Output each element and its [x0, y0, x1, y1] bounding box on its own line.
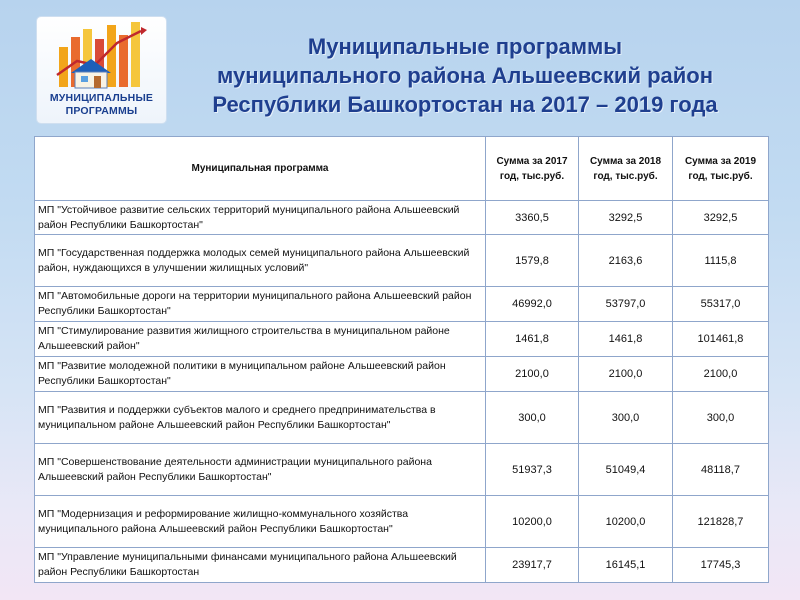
programs-table: [34, 136, 769, 583]
sum-2017: 46992,0: [486, 287, 579, 322]
table-row: [35, 548, 769, 583]
table-row: [35, 201, 769, 235]
program-name: МП "Совершенствование деятельности администрации муниципального района Альшеевский район Республики Башкортостан": [35, 444, 486, 496]
sum-2017: 51937,3: [486, 444, 579, 496]
program-name: МП "Модернизация и реформирование жилищно-коммунального хозяйства муниципального района Альшеевский район Республики Башкортостан": [35, 496, 486, 548]
sum-2018: 300,0: [579, 392, 673, 444]
table-row: [35, 444, 769, 496]
sum-2019: 101461,8: [673, 322, 769, 357]
sum-2018: 51049,4: [579, 444, 673, 496]
logo-text-line2: ПРОГРАММЫ: [65, 105, 138, 117]
sum-2019: 3292,5: [673, 201, 769, 235]
table-row: [35, 496, 769, 548]
program-name: МП "Управление муниципальными финансами муниципального района Альшеевский район Республики Башкортостан: [35, 548, 486, 583]
table-row: [35, 357, 769, 392]
table-row: [35, 322, 769, 357]
program-name: МП "Развития и поддержки субъектов малого и среднего предпринимательства в муниципальном районе Альшеевский район Республики Башкортостан": [35, 392, 486, 444]
sum-2018: 2163,6: [579, 235, 673, 287]
sum-2017: 2100,0: [486, 357, 579, 392]
page-title-line2: муниципального района Альшеевский район: [216, 63, 714, 88]
header-2017: Сумма за 2017 год, тыс.руб.: [486, 137, 579, 201]
table-row: [35, 235, 769, 287]
sum-2018: 53797,0: [579, 287, 673, 322]
sum-2018: 10200,0: [579, 496, 673, 548]
header-2018: Сумма за 2018 год, тыс.руб.: [579, 137, 673, 201]
sum-2017: 3360,5: [486, 201, 579, 235]
page-title-line3: Республики Башкортостан на 2017 – 2019 года: [212, 92, 718, 117]
sum-2019: 2100,0: [673, 357, 769, 392]
program-name: МП "Автомобильные дороги на территории муниципального района Альшеевский район Республики Башкортостан": [35, 287, 486, 322]
table-row: [35, 287, 769, 322]
logo-text-line1: МУНИЦИПАЛЬНЫЕ: [49, 92, 154, 104]
sum-2017: 300,0: [486, 392, 579, 444]
sum-2019: 17745,3: [673, 548, 769, 583]
logo: [37, 17, 166, 123]
program-name: МП "Устойчивое развитие сельских территорий муниципального района Альшеевский район Республики Башкортостан": [35, 201, 486, 235]
sum-2018: 2100,0: [579, 357, 673, 392]
table-row: [35, 392, 769, 444]
page-title-line1: Муниципальные программы: [307, 34, 623, 59]
sum-2018: 1461,8: [579, 322, 673, 357]
header-program: Муниципальная программа: [35, 137, 486, 201]
table-header-row: [35, 137, 769, 201]
sum-2017: 1461,8: [486, 322, 579, 357]
sum-2018: 3292,5: [579, 201, 673, 235]
sum-2018: 16145,1: [579, 548, 673, 583]
sum-2017: 1579,8: [486, 235, 579, 287]
program-name: МП "Стимулирование развития жилищного строительства в муниципальном районе Альшеевский район": [35, 322, 486, 357]
program-name: МП "Государственная поддержка молодых семей муниципального района Альшеевский район, нуждающихся в улучшении жилищных условий": [35, 235, 486, 287]
sum-2019: 300,0: [673, 392, 769, 444]
program-name: МП "Развитие молодежной политики в муниципальном районе Альшеевский район Республики Башкортостан": [35, 357, 486, 392]
sum-2019: 55317,0: [673, 287, 769, 322]
header-2019: Сумма за 2019 год, тыс.руб.: [673, 137, 769, 201]
sum-2019: 1115,8: [673, 235, 769, 287]
sum-2019: 48118,7: [673, 444, 769, 496]
logo-chart-house-icon: [37, 17, 166, 93]
sum-2019: 121828,7: [673, 496, 769, 548]
sum-2017: 23917,7: [486, 548, 579, 583]
sum-2017: 10200,0: [486, 496, 579, 548]
